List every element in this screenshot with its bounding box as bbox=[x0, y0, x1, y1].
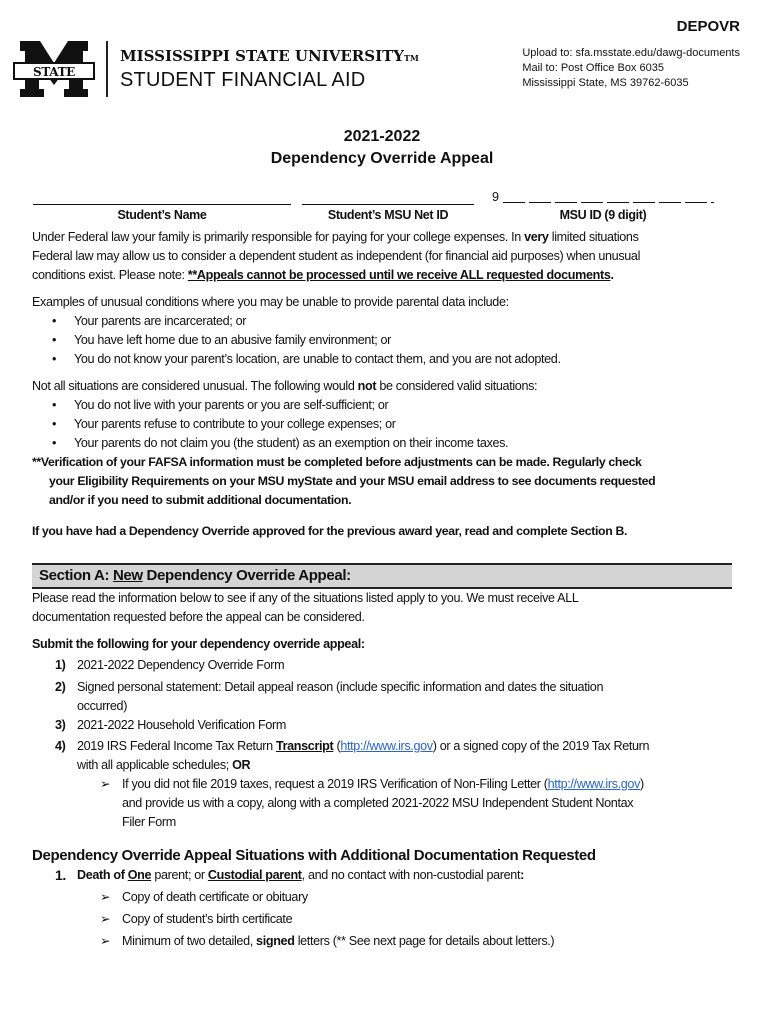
bullet-icon: • bbox=[52, 436, 57, 450]
sub-list-item bbox=[32, 932, 732, 951]
text-underlined: New bbox=[112, 567, 143, 584]
bullet-icon: • bbox=[52, 333, 57, 347]
sub-item-text bbox=[122, 932, 732, 951]
text: Your parents do not claim you (the student) as an exemption on their income taxes. bbox=[74, 436, 509, 450]
bullet-icon: • bbox=[52, 417, 57, 431]
sub-item-text bbox=[122, 775, 732, 832]
situations-heading: Dependency Override Appeal Situations with Additional Documentation Requested bbox=[32, 847, 596, 864]
page-header bbox=[0, 38, 770, 100]
arrow-bullet-icon: ➢ bbox=[100, 890, 111, 904]
page-title: Dependency Override Appeal bbox=[270, 150, 494, 167]
net-id-field[interactable] bbox=[302, 204, 474, 205]
text: Not all situations are considered unusual. The following would bbox=[32, 379, 358, 393]
logo-divider bbox=[106, 41, 108, 97]
verification-note bbox=[32, 453, 732, 510]
section-a-p2: documentation requested before the appeal can be considered. bbox=[32, 610, 365, 624]
sub-list-item bbox=[32, 910, 732, 929]
list-item bbox=[32, 716, 732, 735]
irs-link[interactable]: http://www.irs.gov bbox=[547, 777, 641, 791]
upload-address: Upload to: sfa.msstate.edu/dawg-documents bbox=[522, 47, 740, 59]
student-name-field[interactable] bbox=[33, 204, 291, 205]
student-name-group bbox=[33, 204, 291, 224]
examples-section bbox=[32, 293, 732, 369]
text: 2019 IRS Federal Income Tax Return bbox=[77, 739, 276, 753]
irs-link[interactable]: http://www.irs.gov bbox=[340, 739, 433, 753]
document-body bbox=[0, 126, 770, 951]
item-number: 1) bbox=[55, 658, 66, 672]
bullet-icon: • bbox=[52, 398, 57, 412]
list-item bbox=[32, 737, 732, 775]
text: Section A: bbox=[39, 567, 113, 584]
logo-tm: TM bbox=[404, 53, 419, 63]
item-text bbox=[77, 678, 732, 716]
form-year: 2021-2022 bbox=[343, 128, 421, 145]
address-block bbox=[522, 46, 740, 91]
item-text: 2021-2022 Household Verification Form bbox=[77, 718, 286, 732]
text: Custodial parent bbox=[207, 868, 302, 882]
form-code: DEPOVR bbox=[676, 18, 740, 35]
intro-line-3 bbox=[32, 266, 732, 285]
logo-seal-text: STATE bbox=[33, 65, 75, 79]
verification-line-1: **Verification of your FAFSA information must be completed before adjustments can be made. Regularly check bbox=[32, 455, 642, 469]
arrow-bullet-icon: ➢ bbox=[100, 934, 111, 948]
sub-item-text: Copy of death certificate or obituary bbox=[122, 890, 308, 904]
list-item bbox=[32, 396, 732, 415]
section-a-p1: Please read the information below to see if any of the situations listed apply to you. We must receive ALL bbox=[32, 591, 579, 605]
student-name-label: Student’s Name bbox=[117, 208, 207, 222]
text: Signed personal statement: Detail appeal reason (include specific information and dates the situation bbox=[77, 680, 604, 694]
sub-item-text: Copy of student’s birth certificate bbox=[122, 912, 293, 926]
text: If you did not file 2019 taxes, request a 2019 IRS Verification of Non-Filing Letter ( bbox=[122, 777, 548, 791]
item-number: 2) bbox=[55, 680, 66, 694]
list-item bbox=[32, 350, 732, 369]
city-address: Mississippi State, MS 39762-6035 bbox=[522, 77, 689, 89]
msu-id-prefix: 9 bbox=[492, 190, 499, 204]
bullet-icon: • bbox=[52, 352, 57, 366]
msu-id-label: MSU ID (9 digit) bbox=[559, 208, 647, 222]
text: Your parents are incarcerated; or bbox=[74, 314, 247, 328]
logo-university-text: MISSISSIPPI STATE UNIVERSITY bbox=[120, 47, 404, 65]
text: parent; or bbox=[151, 868, 208, 882]
text-bold: OR bbox=[232, 758, 251, 772]
situation-1-text bbox=[77, 866, 524, 885]
submit-heading: Submit the following for your dependency override appeal: bbox=[32, 637, 365, 651]
list-item bbox=[32, 678, 732, 716]
sub-list-item bbox=[32, 888, 732, 907]
text-bold: Transcript bbox=[275, 739, 334, 753]
text: conditions exist. Please note: bbox=[32, 268, 188, 282]
verification-line-2: your Eligibility Requirements on your MSU myState and your MSU email address to see documents requested bbox=[49, 474, 656, 488]
logo-text bbox=[120, 46, 419, 92]
list-item bbox=[32, 656, 732, 675]
text: with all applicable schedules; bbox=[77, 758, 233, 772]
text: Dependency Override Appeal: bbox=[142, 567, 351, 584]
intro-line-1 bbox=[32, 228, 732, 247]
text: One bbox=[127, 868, 152, 882]
arrow-bullet-icon: ➢ bbox=[100, 777, 111, 791]
text: You have left home due to an abusive family environment; or bbox=[74, 333, 392, 347]
text: ) or a signed copy of the 2019 Tax Return bbox=[432, 739, 650, 753]
text: Under Federal law your family is primarily responsible for paying for your college expenses. In bbox=[32, 230, 525, 244]
sub-item-text-2: and provide us with a copy, along with a completed 2021-2022 MSU Independent Student Nontax bbox=[122, 796, 634, 810]
msu-sfa-logo bbox=[12, 38, 419, 100]
list-item bbox=[32, 331, 732, 350]
text: ( bbox=[333, 739, 341, 753]
text: limited situations bbox=[548, 230, 639, 244]
logo-department: STUDENT FINANCIAL AID bbox=[120, 69, 366, 91]
msu-id-group bbox=[492, 190, 714, 224]
not-valid-section bbox=[32, 377, 732, 453]
text: : bbox=[520, 868, 524, 882]
list-item bbox=[32, 312, 732, 331]
net-id-group bbox=[302, 204, 474, 224]
text: You do not know your parent’s location, are unable to contact them, and you are not adopted. bbox=[74, 352, 561, 366]
item-number: 1. bbox=[55, 867, 66, 883]
sub-list-item bbox=[32, 775, 732, 832]
text: Minimum of two detailed, bbox=[122, 934, 257, 948]
student-fields bbox=[32, 190, 732, 224]
text: , and no contact with non-custodial parent bbox=[301, 868, 521, 882]
msu-m-logo-icon bbox=[12, 39, 96, 99]
text: ) bbox=[640, 777, 644, 791]
sub-item-text-3: Filer Form bbox=[122, 815, 176, 829]
item-number: 3) bbox=[55, 718, 66, 732]
item-text bbox=[77, 737, 732, 775]
situation-1 bbox=[32, 866, 732, 885]
section-a-header bbox=[32, 563, 732, 589]
verification-line-3: and/or if you need to submit additional documentation. bbox=[49, 493, 352, 507]
intro-paragraph bbox=[32, 228, 732, 285]
examples-heading: Examples of unusual conditions where you may be unable to provide parental data include: bbox=[32, 295, 509, 309]
msu-id-field[interactable] bbox=[503, 202, 714, 203]
appeal-warning: **Appeals cannot be processed until we receive ALL requested documents bbox=[187, 268, 611, 282]
mail-address: Mail to: Post Office Box 6035 bbox=[522, 62, 664, 74]
text-bold: very bbox=[524, 230, 549, 244]
text-bold: not bbox=[357, 379, 377, 393]
text-bold: signed bbox=[256, 934, 295, 948]
text: Your parents refuse to contribute to your college expenses; or bbox=[74, 417, 396, 431]
text: be considered valid situations: bbox=[376, 379, 538, 393]
not-valid-heading bbox=[32, 377, 732, 396]
item-text: 2021-2022 Dependency Override Form bbox=[77, 658, 285, 672]
text: Death of bbox=[77, 868, 128, 882]
section-b-note: If you have had a Dependency Override approved for the previous award year, read and complete Section B. bbox=[32, 524, 628, 538]
text: letters (** See next page for details about letters.) bbox=[294, 934, 555, 948]
list-item bbox=[32, 434, 732, 453]
logo-university bbox=[120, 46, 419, 68]
list-item bbox=[32, 415, 732, 434]
bullet-icon: • bbox=[52, 314, 57, 328]
item-number: 4) bbox=[55, 739, 66, 753]
arrow-bullet-icon: ➢ bbox=[100, 912, 111, 926]
msu-id-row bbox=[492, 190, 714, 205]
net-id-label: Student’s MSU Net ID bbox=[327, 208, 449, 222]
text: You do not live with your parents or you are self-sufficient; or bbox=[74, 398, 389, 412]
text: . bbox=[610, 268, 614, 282]
item-text-cont: occurred) bbox=[77, 699, 128, 713]
intro-line-2: Federal law may allow us to consider a dependent student as independent (for financial aid purposes) when unusual bbox=[32, 249, 641, 263]
